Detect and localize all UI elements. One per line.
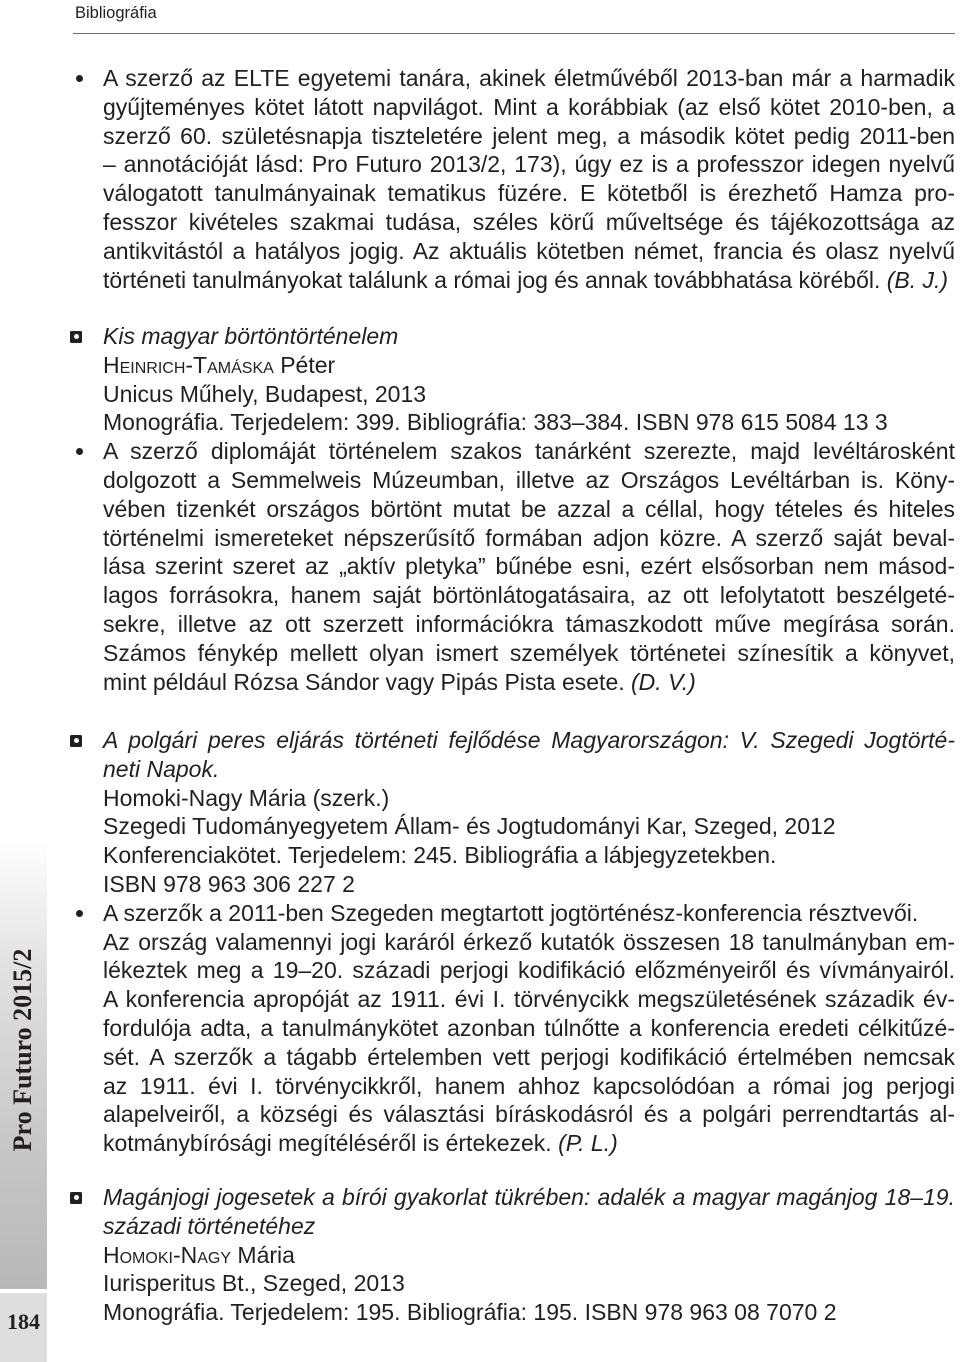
marker-dot [74, 1195, 79, 1200]
marker-dot [74, 738, 79, 743]
annotation-line: az 1911. évi I. törvénycikkről, hanem ahhoz kapcsolódóan a római jog perjogi [103, 1072, 955, 1099]
reviewer-initials: (P. L.) [558, 1130, 618, 1157]
entry-title-line: neti Napok. [103, 755, 220, 782]
entry-title-line: Magánjogi jogesetek a bírói gyakorlat tükrében: adalék a magyar magánjog 18–19. [103, 1184, 955, 1210]
annotation-text: történeti tanulmányokat találunk a római jog és annak továbbhatása köréből. [103, 266, 881, 293]
annotation-line: történelmi ismereteket népszerűsítő formában adjon közre. A szerző saját beval- [103, 524, 955, 551]
running-header-title: Bibliográfia [75, 4, 157, 22]
bibliography-entry [103, 64, 955, 294]
annotation-line [103, 668, 955, 697]
annotation-line: Számos fénykép mellett olyan ismert személyek történetei színesítik a könyvet, [103, 639, 955, 666]
bibliography-entry [103, 322, 955, 696]
annotation-line: fordulója adta, a tanulmánykötet azonban túlnőtte a konferencia eredeti célkitűzé- [103, 1014, 955, 1041]
annotation-line: A konferencia apropóját az 1911. évi I. törvénycikk megszületésének századik év- [103, 986, 955, 1013]
author-surname: Homoki-Nagy [103, 1241, 232, 1268]
reviewer-initials: (B. J.) [886, 266, 949, 293]
annotation-line [103, 266, 955, 295]
author-given-name: Péter [280, 351, 336, 378]
entry-heading [103, 726, 955, 899]
entry-heading [103, 1183, 955, 1327]
bullet-icon [76, 448, 83, 455]
journal-issue-label: Pro Futuro 2015/2 [8, 948, 37, 1152]
entry-title-line: A polgári peres eljárás történeti fejlődése Magyarországon: V. Szegedi Jogtörté- [103, 727, 955, 753]
marker-dot [74, 334, 79, 339]
annotation [103, 899, 955, 1158]
entry-details: Monográfia. Terjedelem: 399. Bibliográfia: 383–384. ISBN 978 615 5084 13 3 [103, 409, 888, 436]
annotation-text: kotmánybírósági megítéléséről is értekezek. [103, 1130, 552, 1157]
entry-publisher: Szegedi Tudományegyetem Állam- és Jogtudományi Kar, Szeged, 2012 [103, 813, 836, 840]
annotation-line: – annotációját lásd: Pro Futuro 2013/2, 173), úgy ez is a professzor idegen nyelvű [103, 151, 955, 178]
annotation [103, 64, 955, 294]
reviewer-initials: (D. V.) [631, 668, 696, 695]
entry-details: Monográfia. Terjedelem: 195. Bibliográfia: 195. ISBN 978 963 08 7070 2 [103, 1299, 837, 1326]
bullet-icon [76, 75, 83, 82]
entry-isbn: ISBN 978 963 306 227 2 [103, 870, 355, 897]
bullet-icon [76, 910, 83, 917]
annotation [103, 437, 955, 696]
entry-author [103, 1241, 955, 1270]
author-given-name: Mária [237, 1241, 295, 1268]
annotation-line: A szerző diplomáját történelem szakos tanárként szerezte, majd levéltárosként [103, 438, 955, 465]
square-marker-icon [70, 331, 82, 343]
annotation-line: A szerzők a 2011-ben Szegeden megtartott jogtörténész-konferencia résztvevői. [103, 899, 919, 926]
entry-publisher: Unicus Műhely, Budapest, 2013 [103, 380, 427, 407]
annotation-line: lékeztek meg a 19–20. századi perjogi kodifikáció előzményeiről és vívmányairól. [103, 957, 955, 984]
entry-editor: Homoki-Nagy Mária (szerk.) [103, 784, 390, 811]
header-rule [73, 33, 955, 34]
author-surname: Heinrich-Tamáska [103, 351, 274, 378]
entry-publisher: Iurisperitus Bt., Szeged, 2013 [103, 1270, 405, 1297]
annotation-line: szerző 60. születésnapja tiszteletére jelent meg, a második kötet pedig 2011-ben [103, 122, 955, 149]
page-number: 184 [7, 1309, 40, 1334]
annotation-line: antikvitástól a hatályos jogig. Az aktuális kötetben német, francia és olasz nyelvű [103, 237, 955, 264]
square-marker-icon [70, 735, 82, 747]
annotation-line: vében tizenkét országos börtönt mutat be azzal a céllal, hogy tételes és hiteles [103, 495, 955, 522]
annotation-line: Az ország valamennyi jogi karáról érkező kutatók összesen 18 tanulmányban em- [103, 928, 955, 955]
entry-author [103, 351, 955, 380]
entry-details: Konferenciakötet. Terjedelem: 245. Bibliográfia a lábjegyzetekben. [103, 842, 777, 869]
entry-title: Kis magyar börtöntörténelem [103, 323, 399, 349]
annotation-line: alapelveiről, a községi és választási bíráskodásról és a polgári perrendtartás al- [103, 1101, 955, 1128]
annotation-line: válogatott tanulmányainak tematikus füzére. E kötetből is érezhető Hamza pro- [103, 180, 955, 207]
annotation-text: mint például Rózsa Sándor vagy Pipás Pista esete. [103, 668, 625, 695]
annotation-line: gyűjteményes kötet látott napvilágot. Mint a korábbiak (az első kötet 2010-ben, a [103, 93, 955, 120]
annotation-line: lagos forrásokra, hanem saját börtönlátogatásaira, az ott lefolytatott beszélgeté- [103, 582, 955, 609]
square-marker-icon [70, 1192, 82, 1204]
entry-title-line: századi történetéhez [103, 1212, 316, 1239]
annotation-line: fesszor kivételes szakmai tudása, széles körű műveltsége és tájékozottsága az [103, 208, 955, 235]
annotation-line: A szerző az ELTE egyetemi tanára, akinek életművéből 2013-ban már a harmadik [103, 65, 955, 91]
annotation-line: dolgozott a Semmelweis Múzeumban, illetve az Országos Levéltárban is. Köny- [103, 466, 955, 493]
bibliography-entry [103, 1183, 955, 1327]
annotation-line: sekre, illetve az ott szerzett információkra támaszkodott műve megírása során. [103, 610, 955, 637]
annotation-line: lása szerint szeret az „aktív pletyka” bűnébe esni, ezért elsősorban nem másod- [103, 553, 955, 580]
annotation-line [103, 1129, 955, 1158]
entry-heading [103, 322, 955, 437]
bibliography-entry [103, 726, 955, 1158]
annotation-line: sét. A szerzők a tágabb értelemben vett perjogi kodifikáció értelmében nemcsak [103, 1043, 955, 1070]
